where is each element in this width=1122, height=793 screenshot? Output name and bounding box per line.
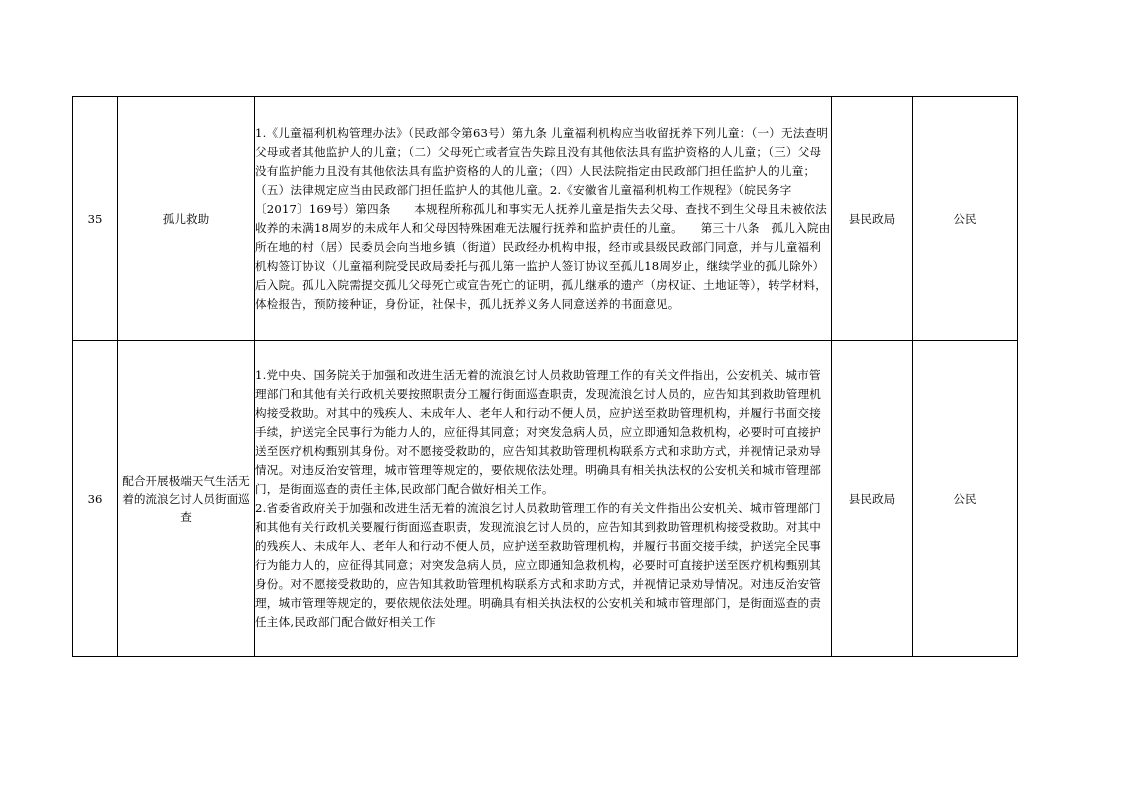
responsible-department: 县民政局	[832, 97, 913, 341]
table-row	[73, 97, 1018, 341]
table-row	[73, 341, 1018, 657]
row-number: 36	[73, 341, 118, 657]
item-name: 配合开展极端天气生活无着的流浪乞讨人员街面巡查	[118, 341, 255, 657]
legal-basis	[255, 97, 832, 341]
row-number: 35	[73, 97, 118, 341]
item-name: 孤儿救助	[118, 97, 255, 341]
service-object: 公民	[913, 341, 1018, 657]
legal-basis-paragraph: 2.省委省政府关于加强和改进生活无着的流浪乞讨人员救助管理工作的有关文件指出公安机关、城市管理部门和其他有关行政机关要履行街面巡查职责，发现流浪乞讨人员的，应告知其到救助管理机构接受救助。对其中的残疾人、未成年人、老年人和行动不便人员，应护送至救助管理机构，并履行书面交接手续，护送完全民事行为能力人的，应征得其同意；对突发急病人员，应立即通知急救机构，必要时可直接护送至医疗机构甄别其身份。对不愿接受救助的，应告知其救助管理机构联系方式和求助方式，并视情记录劝导情况。对违反治安管理，城市管理等规定的，要依规依法处理。明确具有相关执法权的公安机关和城市管理部门，是街面巡查的责任主体,民政部门配合做好相关工作	[255, 500, 822, 629]
legal-basis-paragraph: 1.《儿童福利机构管理办法》（民政部令第63号）第九条 儿童福利机构应当收留抚养下列儿童：（一）无法查明父母或者其他监护人的儿童；（二）父母死亡或者宣告失踪且没有其他依法具有监护资格的人儿童；（三）父母没有监护能力且没有其他依法具有监护资格的人的儿童；（四）人民法院指定由民政部门担任监护人的儿童；（五）法律规定应当由民政部门担任监护人的其他儿童。2.《安徽省儿童福利机构工作规程》（皖民务字〔2017〕169号）第四条 本规程所称孤儿和事实无人抚养儿童是指失去父母、查找不到生父母且未被依法收养的未满18周岁的未成年人和父母因特殊困难无法履行抚养和监护责任的儿童。 第三十八条 孤儿入院由所在地的村（居）民委员会向当地乡镇（街道）民政经办机构申报，经市或县级民政部门同意，并与儿童福利机构签订协议（儿童福利院受民政局委托与孤儿第一监护人签订协议至孤儿18周岁止，继续学业的孤儿除外）后入院。孤儿入院需提交孤儿父母死亡或宣告死亡的证明，孤儿继承的遗产（房权证、土地证等），转学材料，体检报告，预防接种证，身份证，社保卡，孤儿抚养义务人同意送养的书面意见。	[255, 125, 831, 311]
responsible-department: 县民政局	[832, 341, 913, 657]
service-object: 公民	[913, 97, 1018, 341]
legal-basis-paragraph: 1.党中央、国务院关于加强和改进生活无着的流浪乞讨人员救助管理工作的有关文件指出，公安机关、城市管理部门和其他有关行政机关要按照职责分工履行街面巡查职责，发现流浪乞讨人员的，应告知其到救助管理机构接受救助。对其中的残疾人、未成年人、老年人和行动不便人员，应护送至救助管理机构，并履行书面交接手续，护送完全民事行为能力人的，应征得其同意；对突发急病人员，应立即通知急救机构，必要时可直接护送至医疗机构甄别其身份。对不愿接受救助的，应告知其救助管理机构联系方式和求助方式，并视情记录劝导情况。对违反治安管理，城市管理等规定的，要依规依法处理。明确具有相关执法权的公安机关和城市管理部门，是街面巡查的责任主体,民政部门配合做好相关工作。	[255, 367, 822, 496]
legal-basis	[255, 341, 832, 657]
power-list-table	[72, 96, 1018, 657]
